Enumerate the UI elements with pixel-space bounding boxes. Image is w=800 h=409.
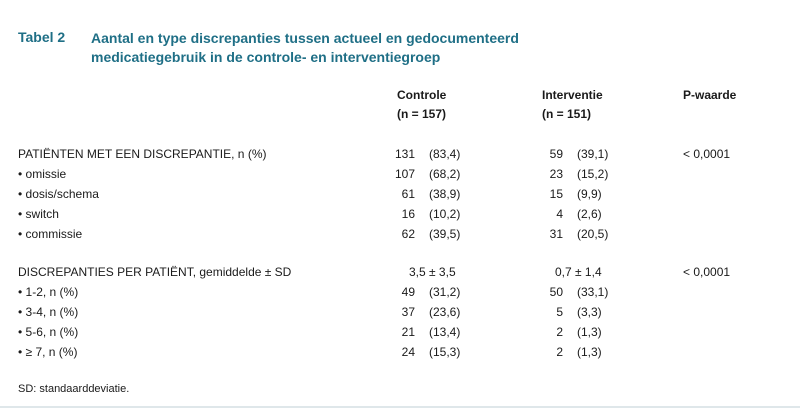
interventie-pct: (1,3) [577,325,602,339]
section1-p-value: < 0,0001 [683,147,731,161]
column-header-controle [397,86,446,124]
controle-n: 49 [401,285,415,299]
row-label: • omissie [18,167,67,181]
footnote: SD: standaarddeviatie. [18,383,130,395]
table-title [91,29,519,67]
controle-pct: (13,4) [429,325,461,339]
controle-n: 62 [401,227,415,241]
section1-interventie-n: 59 [549,147,563,161]
interventie-pct: (9,9) [577,187,602,201]
section2-interventie-mean-sd: 0,7 ± 1,4 [555,265,602,279]
row-label: • 3-4, n (%) [18,305,79,319]
controle-n: 21 [401,325,415,339]
table-number: Tabel 2 [18,29,66,45]
interventie-n: 4 [556,207,563,221]
column-header-interventie [542,86,603,124]
row-label: • 1-2, n (%) [18,285,79,299]
column-interventie-n: (n = 151) [542,107,592,121]
interventie-pct: (15,2) [577,167,609,181]
controle-n: 16 [401,207,415,221]
controle-pct: (39,5) [429,227,461,241]
column-controle-name: Controle [397,88,447,102]
controle-pct: (10,2) [429,207,461,221]
interventie-n: 15 [549,187,563,201]
section1-controle-pct: (83,4) [429,147,461,161]
row-label: • commissie [18,227,83,241]
row-label: • ≥ 7, n (%) [18,345,78,359]
row-label: • dosis/schema [18,187,99,201]
section1-header: PATIËNTEN MET EEN DISCREPANTIE, n (%) [18,147,267,161]
controle-pct: (23,6) [429,305,461,319]
section1-interventie-pct: (39,1) [577,147,609,161]
controle-n: 107 [394,167,415,181]
column-header-p-waarde: P-waarde [683,88,737,102]
table-title-line-1: Aantal en type discrepanties tussen actueel en gedocumenteerd [91,30,519,46]
interventie-pct: (3,3) [577,305,602,319]
section1-controle-n: 131 [394,147,415,161]
interventie-pct: (1,3) [577,345,602,359]
interventie-pct: (33,1) [577,285,609,299]
interventie-pct: (20,5) [577,227,609,241]
column-controle-n: (n = 157) [397,107,447,121]
section2-controle-mean-sd: 3,5 ± 3,5 [409,265,456,279]
interventie-pct: (2,6) [577,207,602,221]
interventie-n: 5 [556,305,563,319]
controle-n: 61 [401,187,415,201]
row-label: • 5-6, n (%) [18,325,79,339]
column-interventie-name: Interventie [542,88,603,102]
interventie-n: 31 [549,227,563,241]
interventie-n: 2 [556,345,563,359]
interventie-n: 50 [549,285,563,299]
controle-pct: (38,9) [429,187,461,201]
controle-n: 37 [401,305,415,319]
row-label: • switch [18,207,59,221]
controle-n: 24 [401,345,415,359]
section2-p-value: < 0,0001 [683,265,731,279]
interventie-n: 23 [549,167,563,181]
interventie-n: 2 [556,325,563,339]
controle-pct: (68,2) [429,167,461,181]
section2-header: DISCREPANTIES PER PATIËNT, gemiddelde ± SD [18,265,292,279]
controle-pct: (31,2) [429,285,461,299]
bottom-divider [0,406,800,408]
controle-pct: (15,3) [429,345,461,359]
table-title-line-2: medicatiegebruik in de controle- en interventiegroep [91,49,441,65]
